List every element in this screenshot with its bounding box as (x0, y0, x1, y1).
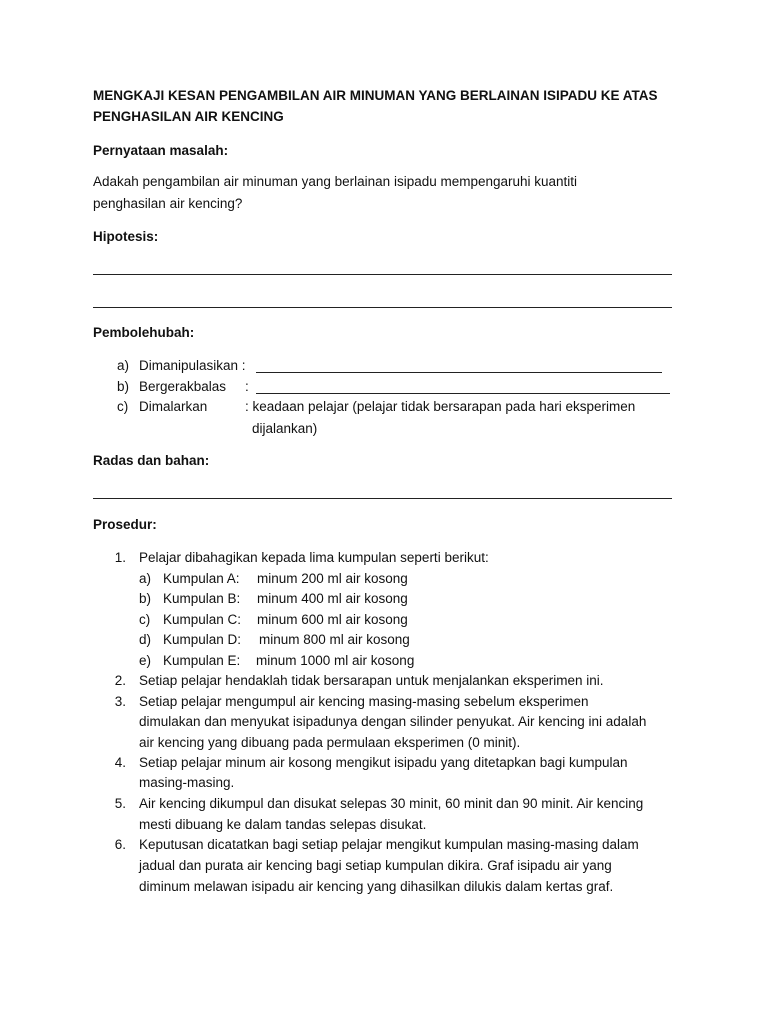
procedure-step-text: Setiap pelajar hendaklah tidak bersarapan untuk menjalankan eksperimen ini. (139, 673, 604, 688)
group-name: Kumpulan E: (163, 653, 241, 668)
procedure-step-text: mesti dibuang ke dalam tandas selepas disukat. (139, 817, 427, 832)
group-value: minum 200 ml air kosong (257, 571, 408, 586)
hypothesis-answer-line-1 (93, 274, 672, 275)
procedure-step-number: 5. (114, 796, 126, 811)
variable-c-value-line-2: dijalankan) (252, 421, 318, 436)
group-value: minum 400 ml air kosong (257, 591, 408, 606)
variable-c-label: Dimalarkan (139, 399, 208, 414)
group-value: minum 600 ml air kosong (257, 612, 408, 627)
group-marker: b) (139, 591, 152, 606)
procedure-step-number: 3. (114, 694, 126, 709)
variable-a-marker: a) (117, 358, 130, 373)
procedure-step-text: Keputusan dicatatkan bagi setiap pelajar mengikut kumpulan masing-masing dalam (139, 837, 639, 852)
procedure-step-text: Air kencing dikumpul dan disukat selepas 30 minit, 60 minit dan 90 minit. Air kencing (139, 796, 644, 811)
group-name: Kumpulan A: (163, 571, 240, 586)
variable-b-marker: b) (117, 379, 130, 394)
variable-a-answer-line (256, 372, 662, 373)
variable-b-answer-line (256, 393, 670, 394)
variable-b-label: Bergerakbalas (139, 379, 227, 394)
group-marker: a) (139, 571, 152, 586)
procedure-step-text: diminum melawan isipadu air kencing yang dihasilkan dilukis dalam kertas graf. (139, 879, 614, 894)
procedure-step-number: 1. (114, 550, 126, 565)
procedure-step-text: Setiap pelajar minum air kosong mengikut isipadu yang ditetapkan bagi kumpulan (139, 755, 628, 770)
procedure-step-number: 6. (114, 837, 126, 852)
procedure-step-text: masing-masing. (139, 775, 235, 790)
procedure-step-number: 4. (114, 755, 126, 770)
variable-a-label: Dimanipulasikan : (139, 358, 246, 373)
group-value: minum 1000 ml air kosong (256, 653, 415, 668)
problem-text-line-1: Adakah pengambilan air minuman yang berlainan isipadu mempengaruhi kuantiti (93, 174, 578, 189)
procedure-step-number: 2. (114, 673, 126, 688)
group-name: Kumpulan C: (163, 612, 242, 627)
title-line-1: MENGKAJI KESAN PENGAMBILAN AIR MINUMAN YANG BERLAINAN ISIPADU KE ATAS (93, 88, 658, 103)
materials-heading: Radas dan bahan: (93, 453, 210, 468)
title-line-2: PENGHASILAN AIR KENCING (93, 109, 284, 124)
group-value: minum 800 ml air kosong (259, 632, 410, 647)
group-name: Kumpulan D: (163, 632, 242, 647)
procedure-step-text: Pelajar dibahagikan kepada lima kumpulan seperti berikut: (139, 550, 489, 565)
variables-heading: Pembolehubah: (93, 325, 195, 340)
procedure-step-text: dimulakan dan menyukat isipadunya dengan silinder penyukat. Air kencing ini adalah (139, 714, 647, 729)
procedure-step-text: Setiap pelajar mengumpul air kencing masing-masing sebelum eksperimen (139, 694, 589, 709)
materials-answer-line (93, 498, 672, 499)
problem-text-line-2: penghasilan air kencing? (93, 196, 243, 211)
hypothesis-heading: Hipotesis: (93, 229, 159, 244)
group-marker: d) (139, 632, 152, 647)
problem-heading: Pernyataan masalah: (93, 143, 229, 158)
procedure-heading: Prosedur: (93, 517, 157, 532)
variable-c-value-line-1: : keadaan pelajar (pelajar tidak bersarapan pada hari eksperimen (245, 399, 636, 414)
variable-c-marker: c) (117, 399, 129, 414)
group-marker: c) (139, 612, 151, 627)
procedure-step-text: air kencing yang dibuang pada permulaan eksperimen (0 minit). (139, 735, 521, 750)
group-marker: e) (139, 653, 152, 668)
procedure-step-text: jadual dan purata air kencing bagi setiap kumpulan dikira. Graf isipadu air yang (139, 858, 612, 873)
group-name: Kumpulan B: (163, 591, 241, 606)
variable-b-colon: : (245, 379, 249, 394)
hypothesis-answer-line-2 (93, 307, 672, 308)
